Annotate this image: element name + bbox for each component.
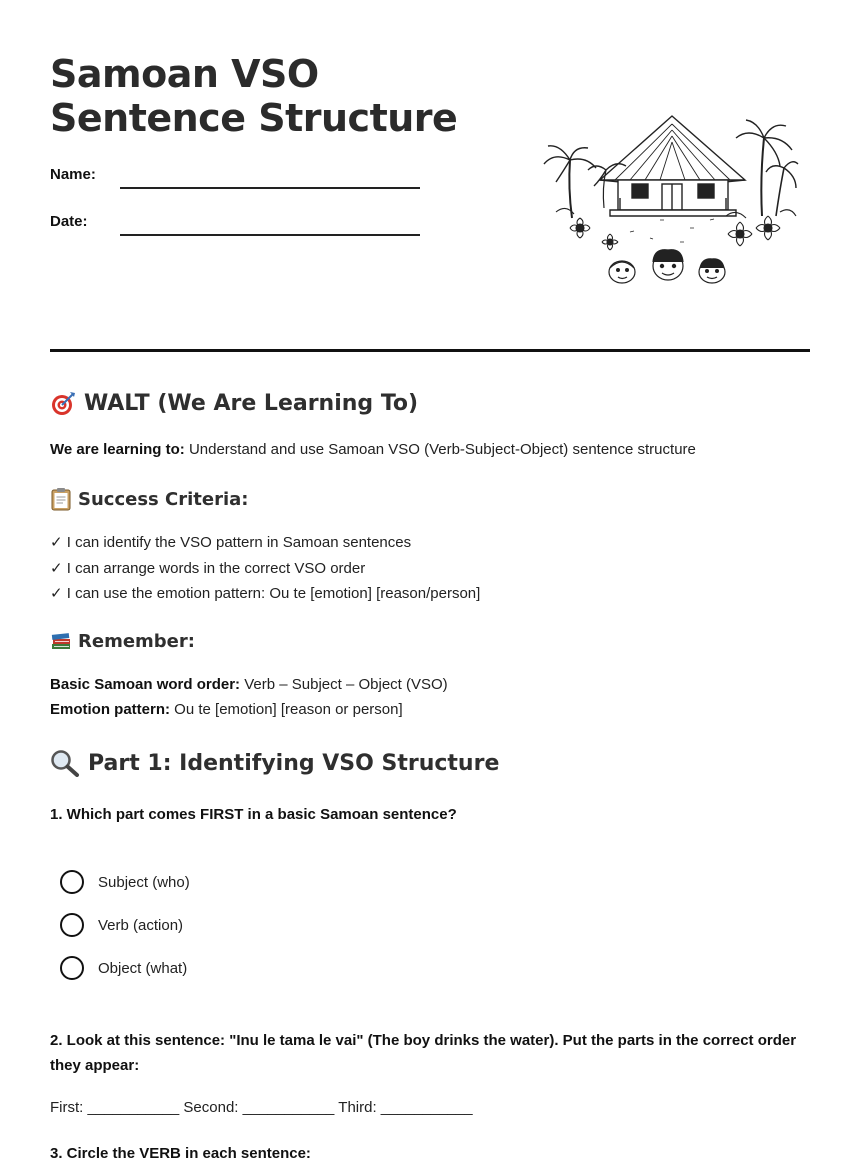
remember-word-order bbox=[50, 676, 448, 693]
name-field[interactable] bbox=[120, 187, 420, 189]
fale-illustration bbox=[540, 108, 800, 293]
date-label: Date: bbox=[50, 213, 88, 230]
q2-answer-blanks[interactable]: First: ___________ Second: ___________ Third: ___________ bbox=[50, 1099, 473, 1116]
remember-heading-text: Remember: bbox=[78, 630, 195, 652]
q1-option-label: Verb (action) bbox=[98, 916, 184, 934]
q1-option-label: Subject (who) bbox=[98, 873, 190, 891]
date-field[interactable] bbox=[120, 234, 420, 236]
walt-text: Understand and use Samoan VSO (Verb-Subject-Object) sentence structure bbox=[188, 441, 696, 458]
part1-heading bbox=[50, 749, 499, 777]
success-criteria-heading-text: Success Criteria: bbox=[78, 488, 249, 510]
radio-button[interactable] bbox=[60, 870, 84, 894]
remember-heading bbox=[50, 630, 195, 652]
magnifier-icon bbox=[50, 749, 80, 777]
emotion-pattern-text: Ou te [emotion] [reason or person] bbox=[174, 701, 403, 718]
success-item: ✓ I can use the emotion pattern: Ou te [emotion] [reason/person] bbox=[50, 585, 481, 602]
success-item: ✓ I can arrange words in the correct VSO order bbox=[50, 560, 366, 577]
walt-heading bbox=[50, 390, 418, 416]
success-criteria-heading bbox=[50, 487, 248, 511]
question-2: 2. Look at this sentence: "Inu le tama le vai" (The boy drinks the water). Put the parts in the correct order they appear: bbox=[50, 1032, 797, 1074]
target-icon bbox=[50, 390, 76, 416]
clipboard-icon bbox=[50, 487, 72, 511]
walt-heading-text: WALT (We Are Learning To) bbox=[84, 390, 419, 416]
name-label: Name: bbox=[50, 166, 96, 183]
part1-heading-text: Part 1: Identifying VSO Structure bbox=[88, 750, 500, 776]
radio-button[interactable] bbox=[60, 913, 84, 937]
radio-button[interactable] bbox=[60, 956, 84, 980]
books-icon bbox=[50, 630, 72, 652]
question-3: 3. Circle the VERB in each sentence: bbox=[50, 1145, 311, 1161]
q1-option-subject[interactable] bbox=[60, 870, 190, 894]
success-item: ✓ I can identify the VSO pattern in Samoan sentences bbox=[50, 534, 412, 551]
question-1: 1. Which part comes FIRST in a basic Samoan sentence? bbox=[50, 806, 457, 823]
q1-option-label: Object (what) bbox=[98, 959, 188, 977]
word-order-text: Verb – Subject – Object (VSO) bbox=[244, 676, 448, 693]
q1-option-object[interactable] bbox=[60, 956, 187, 980]
walt-lead: We are learning to: bbox=[50, 441, 185, 458]
emotion-pattern-lead: Emotion pattern: bbox=[50, 701, 170, 718]
page-title: Samoan VSO Sentence Structure bbox=[50, 52, 458, 140]
walt-statement bbox=[50, 441, 696, 458]
word-order-lead: Basic Samoan word order: bbox=[50, 676, 241, 693]
remember-emotion-pattern bbox=[50, 701, 403, 718]
section-divider bbox=[50, 349, 810, 352]
q1-option-verb[interactable] bbox=[60, 913, 183, 937]
